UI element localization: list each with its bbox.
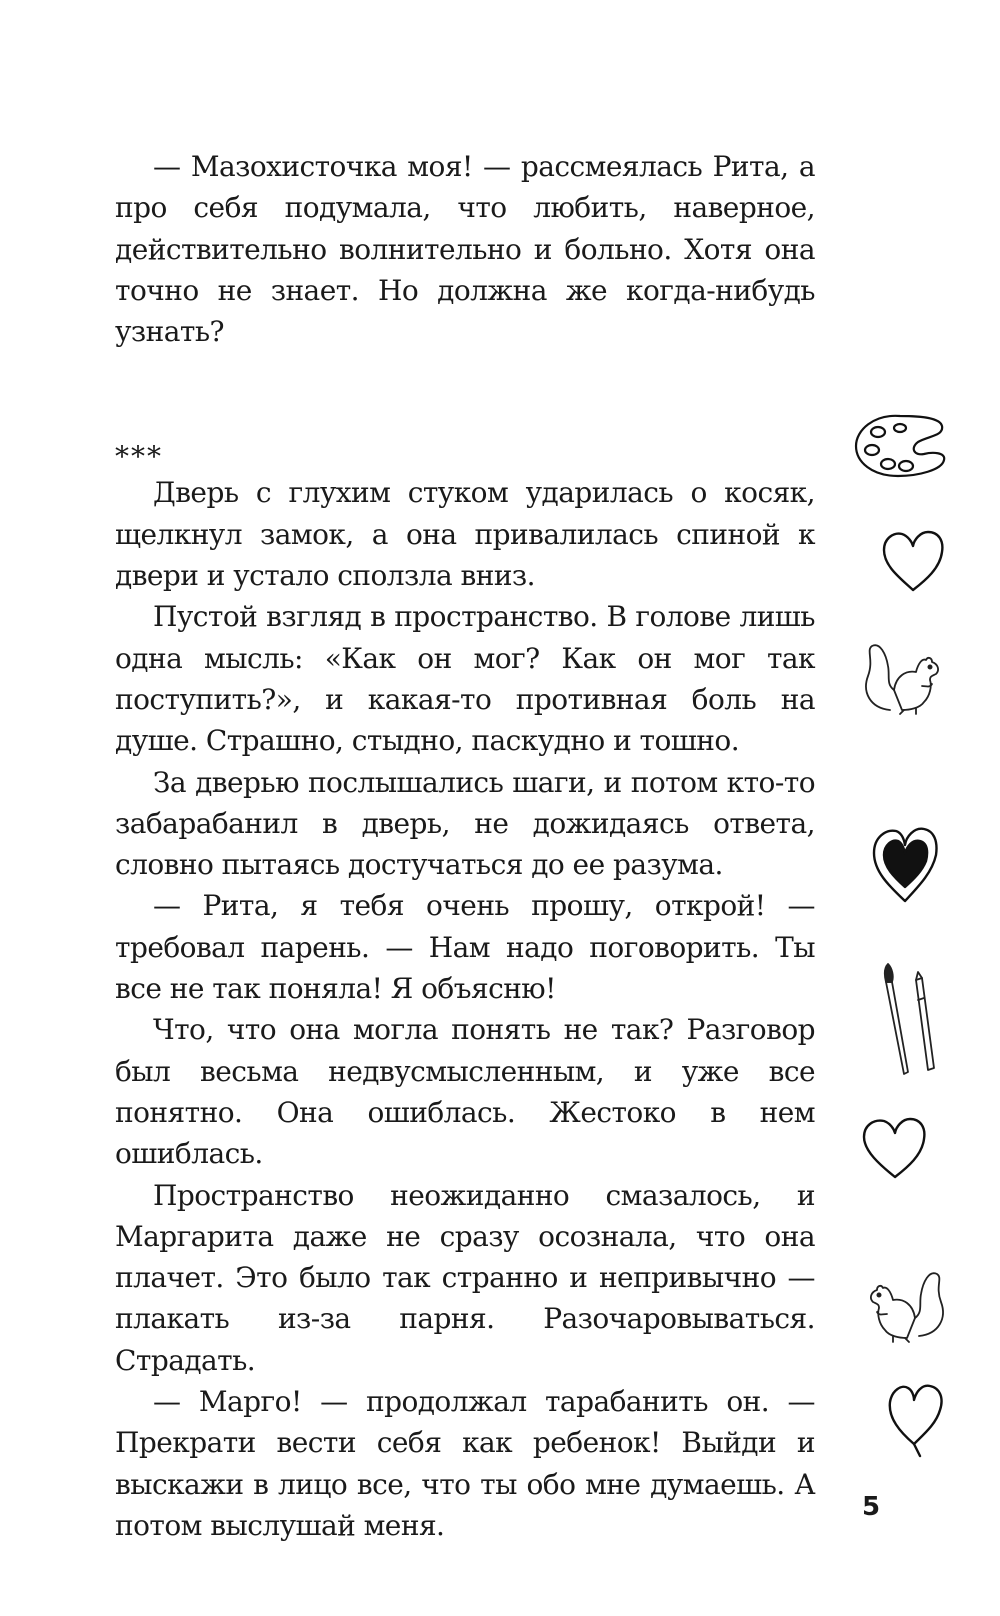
paragraph-1: Дверь с глухим стуком ударилась о косяк, щелкнул замок, а она привалилась спиной к двери и устало сползла вниз. bbox=[115, 476, 815, 593]
heart-outline-icon bbox=[880, 528, 946, 598]
paragraph-7: — Марго! — продолжал тарабанить он. — Прекрати вести себя как ребенок! Выйди и выскажи в лицо все, что ты обо мне думаешь. А потом выслушай меня. bbox=[115, 1385, 815, 1542]
paragraph-top-1: — Мазохисточка моя! — рассмеялась Рита, а про себя подумала, что любить, наверное, действительно волнительно и больно. Хотя она точно не знает. Но должна же когда-нибудь узнать? bbox=[115, 150, 815, 349]
squirrel-icon bbox=[860, 640, 946, 718]
paragraph-3: За дверью послышались шаги, и потом кто-то забарабанил в дверь, не дожидаясь ответа, словно пытаясь достучаться до ее разума. bbox=[115, 765, 815, 882]
paragraph-4: — Рита, я тебя очень прошу, открой! — требовал парень. — Нам надо поговорить. Ты все не так поняла! Я объясню! bbox=[115, 889, 815, 1006]
book-text-column bbox=[115, 146, 815, 1546]
paragraph-2: Пустой взгляд в пространство. В голове лишь одна мысль: «Как он мог? Как он мог так поступить?», и какая-то противная боль на душе. Страшно, стыдно, паскудно и тошно. bbox=[115, 600, 815, 758]
page-number: 5 bbox=[862, 1492, 881, 1522]
squirrel-icon bbox=[865, 1268, 949, 1344]
heart-outline-icon bbox=[860, 1115, 930, 1183]
section-separator: *** bbox=[115, 440, 163, 474]
paragraph-6: Пространство неожиданно смазалось, и Маргарита даже не сразу осознала, что она плачет. Это было так странно и непривычно — плакать из-за парня. Разочаровываться. Страдать. bbox=[115, 1178, 815, 1377]
brushes-icon bbox=[878, 960, 940, 1080]
section-gap bbox=[115, 352, 815, 442]
heart-outline-icon bbox=[884, 1378, 946, 1460]
heart-filled-icon bbox=[870, 825, 940, 907]
paragraph-5: Что, что она могла понять не так? Разговор был весьма недвусмысленным, и уже все понятно. Она ошиблась. Жестоко в нем ошиблась. bbox=[115, 1013, 815, 1171]
palette-icon bbox=[852, 410, 950, 482]
